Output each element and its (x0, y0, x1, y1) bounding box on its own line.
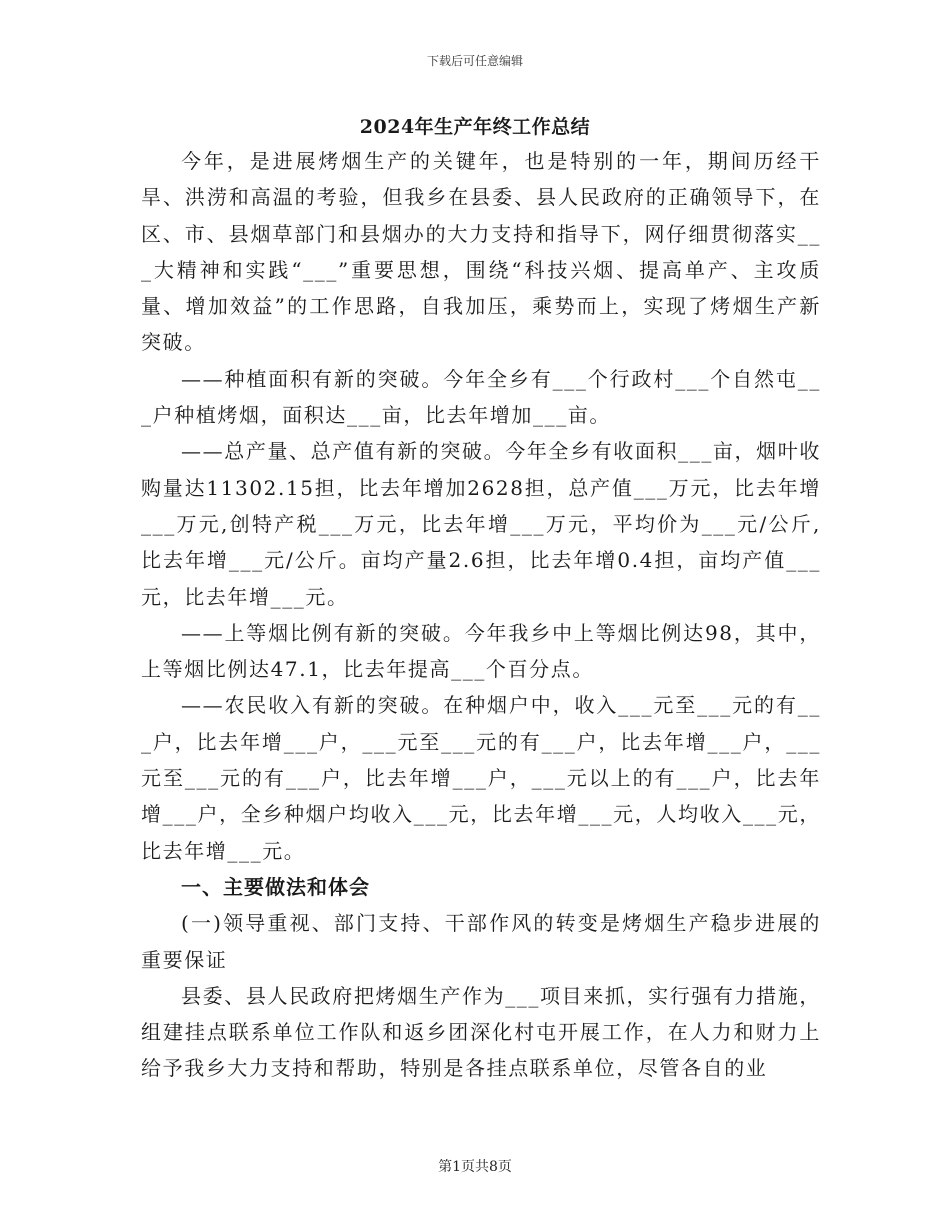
document-body (141, 143, 821, 1087)
farmer-income-paragraph: ——农民收入有新的突破。在种烟户中，收入___元至___元的有___户，比去年增___户，___元至___元的有___户，比去年增___户，___元至___元的有___户，比去年增___户，___元以上的有___户，比去年增___户，全乡种烟户均收入___元，比去年增___元，人均收入___元，比去年增___元。 (141, 693, 821, 863)
page-header-note: 下载后可任意编辑 (426, 54, 523, 68)
section-heading: 一、主要做法和体会 (181, 874, 370, 899)
planting-area-paragraph: ——种植面积有新的突破。今年全乡有___个行政村___个自然屯___户种植烤烟，面积达___亩，比去年增加___亩。 (141, 366, 821, 428)
top-grade-ratio-paragraph: ——上等烟比例有新的突破。今年我乡中上等烟比例达98，其中，上等烟比例达47.1，比去年提高___个百分点。 (141, 620, 821, 682)
closing-paragraph: 县委、县人民政府把烤烟生产作为___项目来抓，实行强有力措施，组建挂点联系单位工作队和返乡团深化村屯开展工作，在人力和财力上给予我乡大力支持和帮助，特别是各挂点联系单位，尽管各自的业 (141, 983, 821, 1081)
subsection-heading: (一)领导重视、部门支持、干部作风的转变是烤烟生产稳步进展的重要保证 (141, 911, 821, 972)
page-number: 第1页共8页 (438, 1159, 512, 1175)
document-title: 2024年生产年终工作总结 (359, 116, 591, 138)
output-value-paragraph: ——总产量、总产值有新的突破。今年全乡有收面积___亩，烟叶收购量达11302.15担，比去年增加2628担，总产值___万元，比去年增___万元,创特产税___万元，比去年增___万元，平均价为___元/公斤,比去年增___元/公斤。亩均产量2.6担，比去年增0.4担，亩均产值___元，比去年增___元。 (141, 439, 821, 609)
intro-paragraph: 今年，是进展烤烟生产的关键年，也是特别的一年，期间历经干旱、洪涝和高温的考验，但我乡在县委、县人民政府的正确领导下，在区、市、县烟草部门和县烟办的大力支持和指导下，网仔细贯彻落实___大精神和实践“___”重要思想，围绕“科技兴烟、提高单产、主攻质量、增加效益”的工作思路，自我加压，乘势而上，实现了烤烟生产新突破。 (141, 149, 821, 355)
